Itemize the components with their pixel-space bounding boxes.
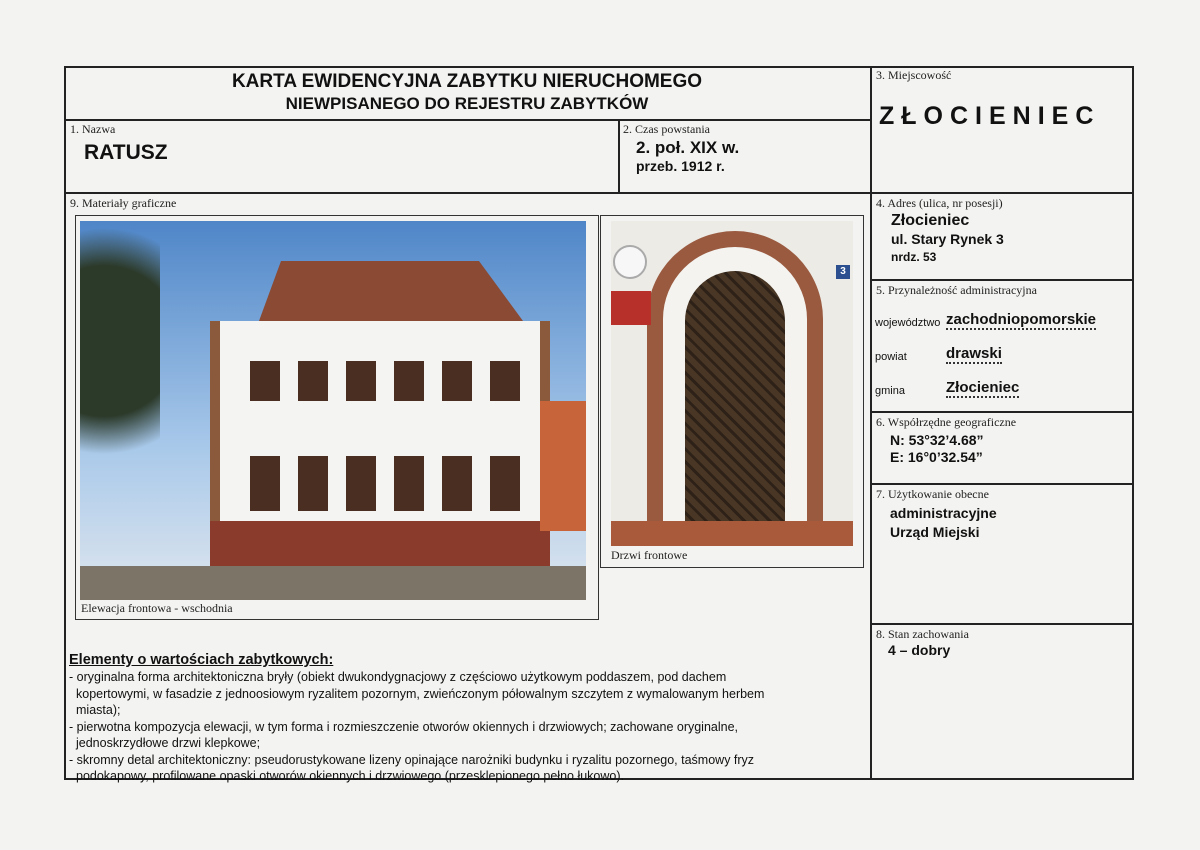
- title-line-2: NIEWPISANEGO DO REJESTRU ZABYTKÓW: [285, 94, 649, 113]
- commune-label: gmina: [875, 385, 905, 397]
- address-town: Złocieniec: [891, 212, 970, 229]
- facade-photo: [80, 221, 586, 600]
- admin-label: 5. Przynależność administracyjna: [876, 283, 1037, 297]
- commune-value: Złocieniec: [946, 379, 1020, 396]
- voivodeship-value: zachodniopomorskie: [946, 311, 1097, 328]
- elements-line: - skromny detal architektoniczny: pseudorustykowane lizeny opinające narożniki budynku i ryzalitu pozornego, taśmowy fryz: [69, 752, 755, 767]
- date-rebuild: przeb. 1912 r.: [636, 158, 725, 174]
- graphics-label: 9. Materiały graficzne: [70, 196, 177, 210]
- elements-line: - pierwotna kompozycja elewacji, w tym forma i rozmieszczenie otworów okiennych i drzwiowych; zachowane oryginalne,: [69, 719, 739, 734]
- name-label: 1. Nazwa: [70, 122, 116, 136]
- card-title: [64, 71, 870, 115]
- town-label: 3. Miejscowość: [876, 68, 952, 82]
- address-label: 4. Adres (ulica, nr posesji): [876, 196, 1003, 210]
- condition-label: 8. Stan zachowania: [876, 627, 969, 641]
- date-value: 2. poł. XIX w.: [636, 138, 740, 157]
- elements-line: podokapowy, profilowane opaski otworów okiennych i drzwiowego (przesklepionego pełno łukowo).: [76, 769, 624, 783]
- house-number-plate: 3: [836, 265, 850, 279]
- date-label: 2. Czas powstania: [623, 122, 710, 136]
- facade-caption: Elewacja frontowa - wschodnia: [81, 601, 233, 615]
- elements-heading: Elementy o wartościach zabytkowych:: [69, 652, 334, 668]
- name-value: RATUSZ: [84, 141, 168, 164]
- door-photo: [611, 221, 853, 546]
- elements-line: - oryginalna forma architektoniczna bryły (obiekt dwukondygnacjowy z częściowo użytkowym poddaszem, pod dachem: [69, 670, 727, 684]
- town-value: ZŁOCIENIEC: [879, 102, 1101, 130]
- elements-line: jednoskrzydłowe drzwi klepkowe;: [76, 736, 261, 750]
- county-label: powiat: [875, 351, 907, 363]
- address-street: ul. Stary Rynek 3: [891, 231, 1004, 247]
- door-caption: Drzwi frontowe: [611, 548, 688, 562]
- title-line-1: KARTA EWIDENCYJNA ZABYTKU NIERUCHOMEGO: [231, 71, 703, 92]
- county-value: drawski: [946, 345, 1002, 362]
- condition-value: 4 – dobry: [888, 642, 951, 658]
- elements-line: miasta);: [76, 703, 121, 717]
- usage-label: 7. Użytkowanie obecne: [876, 487, 989, 501]
- longitude: E: 16°0’32.54”: [890, 449, 983, 465]
- elements-line: kopertowymi, w fasadzie z jednoosiowym ryzalitem pozornym, zwieńczonym półowalnym szczytem z wymalowanym herbem: [76, 686, 765, 701]
- heritage-elements: [69, 651, 869, 785]
- coords-label: 6. Współrzędne geograficzne: [876, 415, 1017, 429]
- address-plot: nrdz. 53: [891, 250, 937, 264]
- usage-line-1: administracyjne: [890, 505, 997, 521]
- usage-line-2: Urząd Miejski: [890, 524, 980, 540]
- voivodeship-label: województwo: [875, 317, 941, 329]
- latitude: N: 53°32’4.68”: [890, 432, 984, 448]
